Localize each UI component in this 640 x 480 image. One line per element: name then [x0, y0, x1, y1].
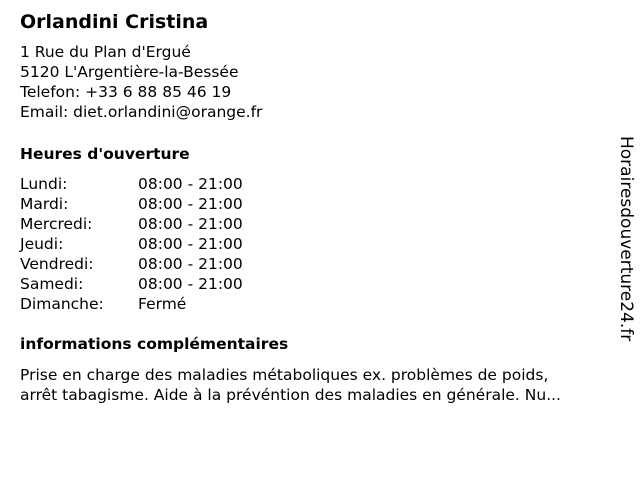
day-label: Mercredi:	[20, 215, 93, 233]
day-label: Lundi:	[20, 175, 68, 193]
info-line-1: Prise en charge des maladies métaboliques ex. problèmes de poids,	[20, 366, 549, 384]
business-name: Orlandini Cristina	[20, 11, 209, 33]
day-time: Fermé	[138, 295, 187, 313]
hours-row-saturday	[20, 274, 243, 294]
day-time: 08:00 - 21:00	[138, 255, 243, 273]
info-description	[20, 365, 620, 405]
day-label: Mardi:	[20, 195, 69, 213]
day-label: Jeudi:	[20, 235, 64, 253]
phone-line: Telefon: +33 6 88 85 46 19	[20, 83, 232, 101]
business-card	[20, 10, 620, 404]
hours-row-tuesday	[20, 194, 243, 214]
info-heading: informations complémentaires	[20, 335, 289, 353]
hours-table	[20, 174, 243, 314]
hours-row-wednesday	[20, 214, 243, 234]
site-watermark: Horairesdouverture24.fr	[616, 136, 636, 342]
address-street: 1 Rue du Plan d'Ergué	[20, 43, 191, 61]
day-label: Vendredi:	[20, 255, 94, 273]
day-time: 08:00 - 21:00	[138, 235, 243, 253]
info-line-2: arrêt tabagisme. Aide à la prévéntion des maladies en générale. Nu...	[20, 386, 561, 404]
day-time: 08:00 - 21:00	[138, 215, 243, 233]
hours-row-thursday	[20, 234, 243, 254]
hours-row-sunday	[20, 294, 243, 314]
address-city: 5120 L'Argentière-la-Bessée	[20, 63, 239, 81]
day-time: 08:00 - 21:00	[138, 195, 243, 213]
hours-heading: Heures d'ouverture	[20, 145, 190, 163]
day-time: 08:00 - 21:00	[138, 275, 243, 293]
hours-row-friday	[20, 254, 243, 274]
day-label: Samedi:	[20, 275, 84, 293]
day-label: Dimanche:	[20, 295, 104, 313]
email-line: Email: diet.orlandini@orange.fr	[20, 103, 263, 121]
hours-row-monday	[20, 174, 243, 194]
contact-block	[20, 42, 620, 122]
day-time: 08:00 - 21:00	[138, 175, 243, 193]
